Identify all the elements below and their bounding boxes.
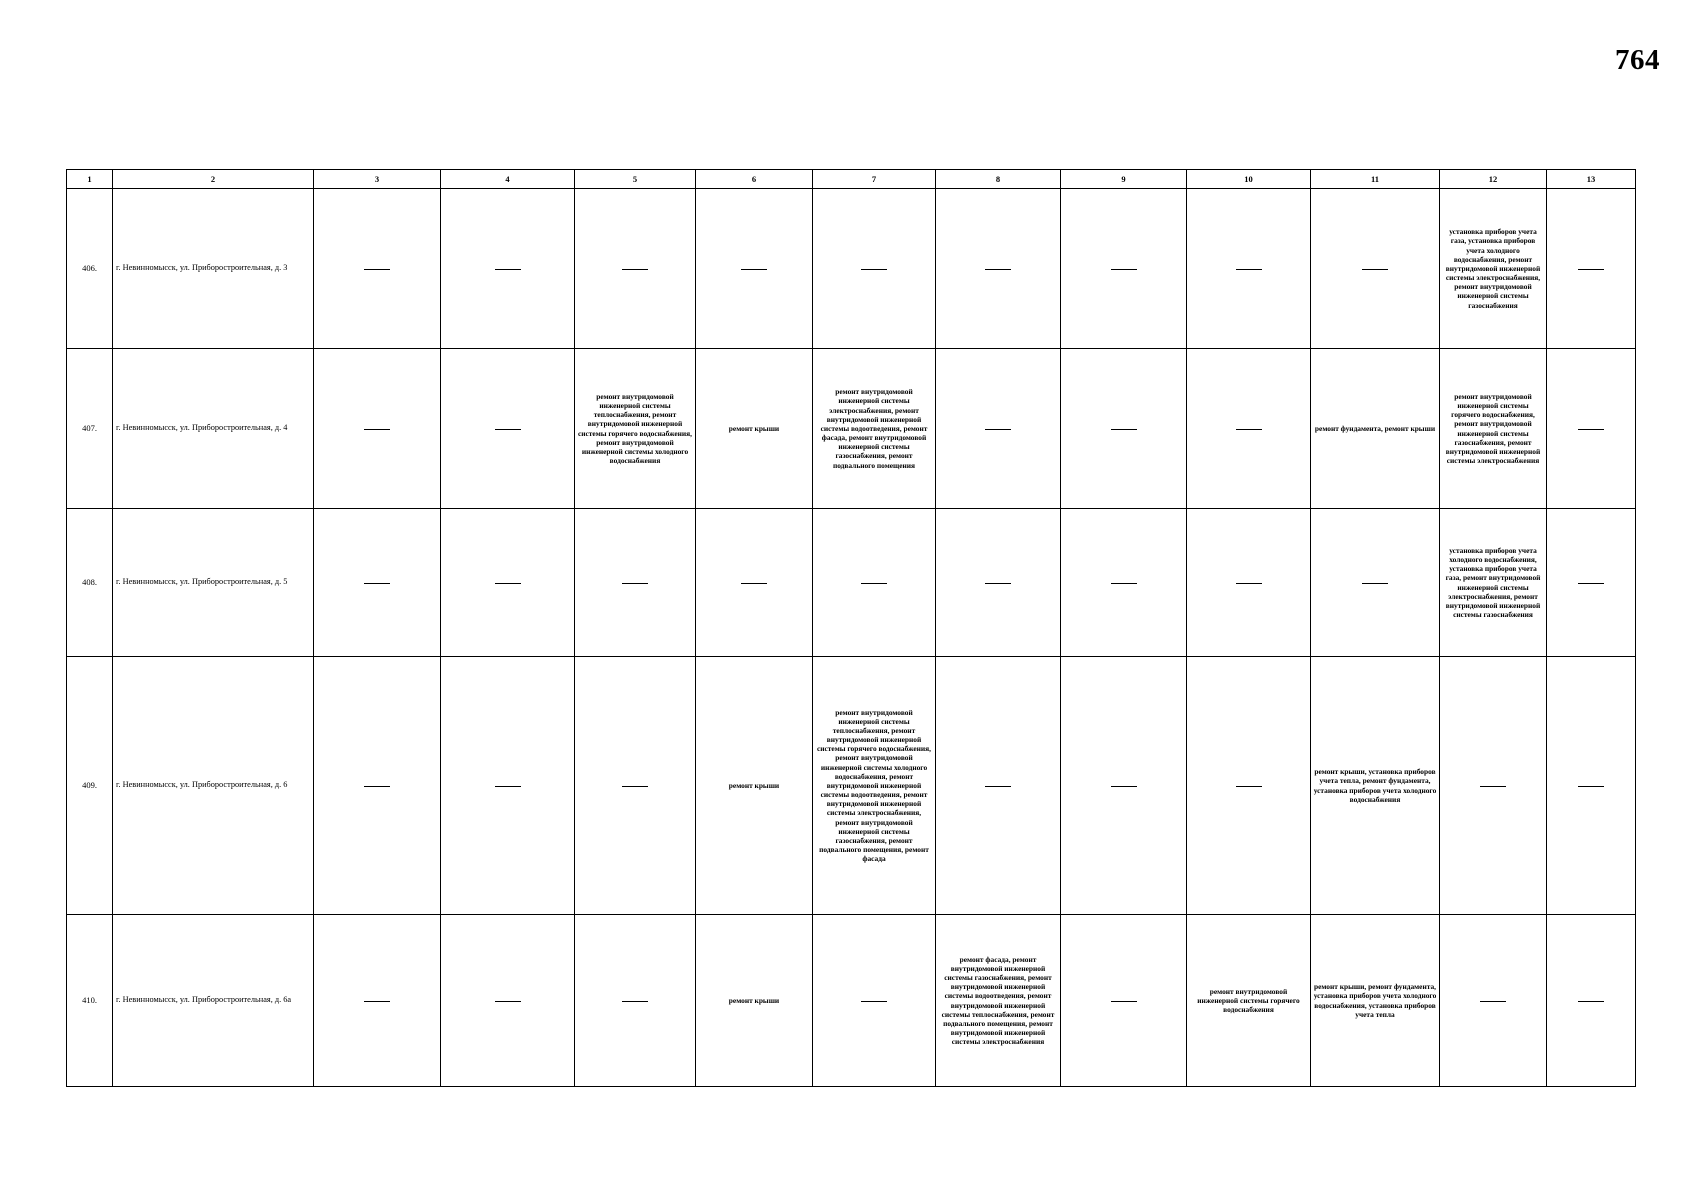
empty-dash bbox=[861, 1001, 887, 1002]
empty-dash bbox=[364, 786, 390, 787]
row-number: 410. bbox=[67, 915, 113, 1087]
work-cell-10 bbox=[1187, 509, 1311, 657]
work-cell-7 bbox=[813, 915, 936, 1087]
work-cell-9 bbox=[1061, 915, 1187, 1087]
page-number: 764 bbox=[1615, 44, 1660, 76]
empty-dash bbox=[741, 269, 767, 270]
empty-dash bbox=[495, 786, 521, 787]
work-cell-4 bbox=[441, 657, 575, 915]
work-cell-3 bbox=[314, 915, 441, 1087]
header-col-5: 5 bbox=[575, 170, 696, 189]
work-cell-4 bbox=[441, 189, 575, 349]
empty-dash bbox=[985, 269, 1011, 270]
empty-dash bbox=[364, 429, 390, 430]
header-col-8: 8 bbox=[936, 170, 1061, 189]
row-number: 409. bbox=[67, 657, 113, 915]
work-cell-5: ремонт внутридомовой инженерной системы теплоснабжения, ремонт внутридомовой инженерной системы горячего водоснабжения, ремонт внутридомовой инженерной системы холодного водоснабжения bbox=[575, 349, 696, 509]
work-cell-6: ремонт крыши bbox=[696, 657, 813, 915]
work-cell-11 bbox=[1311, 189, 1440, 349]
work-cell-4 bbox=[441, 509, 575, 657]
empty-dash bbox=[1111, 583, 1137, 584]
header-col-1: 1 bbox=[67, 170, 113, 189]
address-cell: г. Невинномысск, ул. Приборостроительная, д. 4 bbox=[113, 349, 314, 509]
work-cell-11: ремонт крыши, ремонт фундамента, установка приборов учета холодного водоснабжения, установка приборов учета тепла bbox=[1311, 915, 1440, 1087]
empty-dash bbox=[622, 269, 648, 270]
work-cell-9 bbox=[1061, 189, 1187, 349]
work-cell-13 bbox=[1547, 657, 1636, 915]
table-row bbox=[67, 915, 1636, 1087]
work-cell-13 bbox=[1547, 349, 1636, 509]
work-cell-12 bbox=[1440, 657, 1547, 915]
empty-dash bbox=[1362, 269, 1388, 270]
empty-dash bbox=[495, 1001, 521, 1002]
header-row bbox=[67, 170, 1636, 189]
empty-dash bbox=[741, 583, 767, 584]
work-cell-7: ремонт внутридомовой инженерной системы электроснабжения, ремонт внутридомовой инженерной системы водоотведения, ремонт фасада, ремонт внутридомовой инженерной системы газоснабжения, ремонт подвального помещения bbox=[813, 349, 936, 509]
empty-dash bbox=[861, 269, 887, 270]
work-cell-10 bbox=[1187, 657, 1311, 915]
work-cell-5 bbox=[575, 509, 696, 657]
header-col-12: 12 bbox=[1440, 170, 1547, 189]
work-cell-10 bbox=[1187, 189, 1311, 349]
work-cell-8: ремонт фасада, ремонт внутридомовой инженерной системы газоснабжения, ремонт внутридомовой инженерной системы водоотведения, ремонт внутридомовой инженерной системы теплоснабжения, ремонт подвального помещения, ремонт внутридомовой инженерной системы электроснабжения bbox=[936, 915, 1061, 1087]
empty-dash bbox=[495, 269, 521, 270]
empty-dash bbox=[364, 583, 390, 584]
header-col-11: 11 bbox=[1311, 170, 1440, 189]
work-cell-11 bbox=[1311, 509, 1440, 657]
work-cell-7 bbox=[813, 509, 936, 657]
empty-dash bbox=[1236, 269, 1262, 270]
work-cell-8 bbox=[936, 509, 1061, 657]
work-cell-5 bbox=[575, 915, 696, 1087]
empty-dash bbox=[985, 786, 1011, 787]
empty-dash bbox=[1578, 1001, 1604, 1002]
work-cell-6: ремонт крыши bbox=[696, 915, 813, 1087]
empty-dash bbox=[1578, 269, 1604, 270]
work-cell-13 bbox=[1547, 189, 1636, 349]
empty-dash bbox=[1578, 429, 1604, 430]
work-cell-3 bbox=[314, 349, 441, 509]
address-cell: г. Невинномысск, ул. Приборостроительная, д. 6 bbox=[113, 657, 314, 915]
header-col-3: 3 bbox=[314, 170, 441, 189]
work-cell-10: ремонт внутридомовой инженерной системы горячего водоснабжения bbox=[1187, 915, 1311, 1087]
work-cell-9 bbox=[1061, 349, 1187, 509]
empty-dash bbox=[1578, 583, 1604, 584]
empty-dash bbox=[622, 1001, 648, 1002]
work-cell-8 bbox=[936, 349, 1061, 509]
empty-dash bbox=[622, 583, 648, 584]
work-cell-9 bbox=[1061, 657, 1187, 915]
work-cell-6: ремонт крыши bbox=[696, 349, 813, 509]
work-cell-11: ремонт фундамента, ремонт крыши bbox=[1311, 349, 1440, 509]
empty-dash bbox=[622, 786, 648, 787]
work-cell-12: установка приборов учета газа, установка приборов учета холодного водоснабжения, ремонт внутридомовой инженерной системы электроснабжения, ремонт внутридомовой инженерной системы газоснабжения bbox=[1440, 189, 1547, 349]
work-cell-13 bbox=[1547, 509, 1636, 657]
empty-dash bbox=[364, 269, 390, 270]
work-cell-12 bbox=[1440, 915, 1547, 1087]
empty-dash bbox=[861, 583, 887, 584]
work-cell-6 bbox=[696, 509, 813, 657]
header-col-2: 2 bbox=[113, 170, 314, 189]
empty-dash bbox=[495, 583, 521, 584]
empty-dash bbox=[1111, 429, 1137, 430]
work-cell-8 bbox=[936, 657, 1061, 915]
table-row bbox=[67, 509, 1636, 657]
empty-dash bbox=[1578, 786, 1604, 787]
header-col-9: 9 bbox=[1061, 170, 1187, 189]
work-cell-3 bbox=[314, 509, 441, 657]
work-cell-7 bbox=[813, 189, 936, 349]
header-col-4: 4 bbox=[441, 170, 575, 189]
table-row bbox=[67, 189, 1636, 349]
empty-dash bbox=[985, 429, 1011, 430]
work-cell-12: установка приборов учета холодного водоснабжения, установка приборов учета газа, ремонт внутридомовой инженерной системы электроснабжения, ремонт внутридомовой инженерной системы газоснабжения bbox=[1440, 509, 1547, 657]
work-cell-11: ремонт крыши, установка приборов учета тепла, ремонт фундамента, установка приборов учета холодного водоснабжения bbox=[1311, 657, 1440, 915]
empty-dash bbox=[1480, 1001, 1506, 1002]
work-cell-12: ремонт внутридомовой инженерной системы горячего водоснабжения, ремонт внутридомовой инженерной системы газоснабжения, ремонт внутридомовой инженерной системы электроснабжения bbox=[1440, 349, 1547, 509]
row-number: 408. bbox=[67, 509, 113, 657]
header-col-7: 7 bbox=[813, 170, 936, 189]
empty-dash bbox=[1111, 786, 1137, 787]
empty-dash bbox=[1111, 269, 1137, 270]
address-cell: г. Невинномысск, ул. Приборостроительная, д. 5 bbox=[113, 509, 314, 657]
table-row bbox=[67, 349, 1636, 509]
work-cell-5 bbox=[575, 657, 696, 915]
work-cell-4 bbox=[441, 349, 575, 509]
work-cell-6 bbox=[696, 189, 813, 349]
empty-dash bbox=[1480, 786, 1506, 787]
work-cell-5 bbox=[575, 189, 696, 349]
empty-dash bbox=[985, 583, 1011, 584]
capital-repair-table bbox=[66, 169, 1636, 1087]
empty-dash bbox=[495, 429, 521, 430]
empty-dash bbox=[1362, 583, 1388, 584]
work-cell-7: ремонт внутридомовой инженерной системы теплоснабжения, ремонт внутридомовой инженерной системы горячего водоснабжения, ремонт внутридомовой инженерной системы холодного водоснабжения, ремонт внутридомовой инженерной системы водоотведения, ремонт внутридомовой инженерной системы электроснабжения, ремонт внутридомовой инженерной системы газоснабжения, ремонт подвального помещения, ремонт фасада bbox=[813, 657, 936, 915]
work-cell-10 bbox=[1187, 349, 1311, 509]
work-cell-3 bbox=[314, 189, 441, 349]
address-cell: г. Невинномысск, ул. Приборостроительная, д. 6а bbox=[113, 915, 314, 1087]
header-col-6: 6 bbox=[696, 170, 813, 189]
work-cell-9 bbox=[1061, 509, 1187, 657]
empty-dash bbox=[1236, 429, 1262, 430]
empty-dash bbox=[1236, 583, 1262, 584]
empty-dash bbox=[1111, 1001, 1137, 1002]
work-cell-8 bbox=[936, 189, 1061, 349]
work-cell-4 bbox=[441, 915, 575, 1087]
table-row bbox=[67, 657, 1636, 915]
work-cell-3 bbox=[314, 657, 441, 915]
address-cell: г. Невинномысск, ул. Приборостроительная, д. 3 bbox=[113, 189, 314, 349]
empty-dash bbox=[1236, 786, 1262, 787]
row-number: 407. bbox=[67, 349, 113, 509]
work-cell-13 bbox=[1547, 915, 1636, 1087]
row-number: 406. bbox=[67, 189, 113, 349]
header-col-10: 10 bbox=[1187, 170, 1311, 189]
header-col-13: 13 bbox=[1547, 170, 1636, 189]
empty-dash bbox=[364, 1001, 390, 1002]
